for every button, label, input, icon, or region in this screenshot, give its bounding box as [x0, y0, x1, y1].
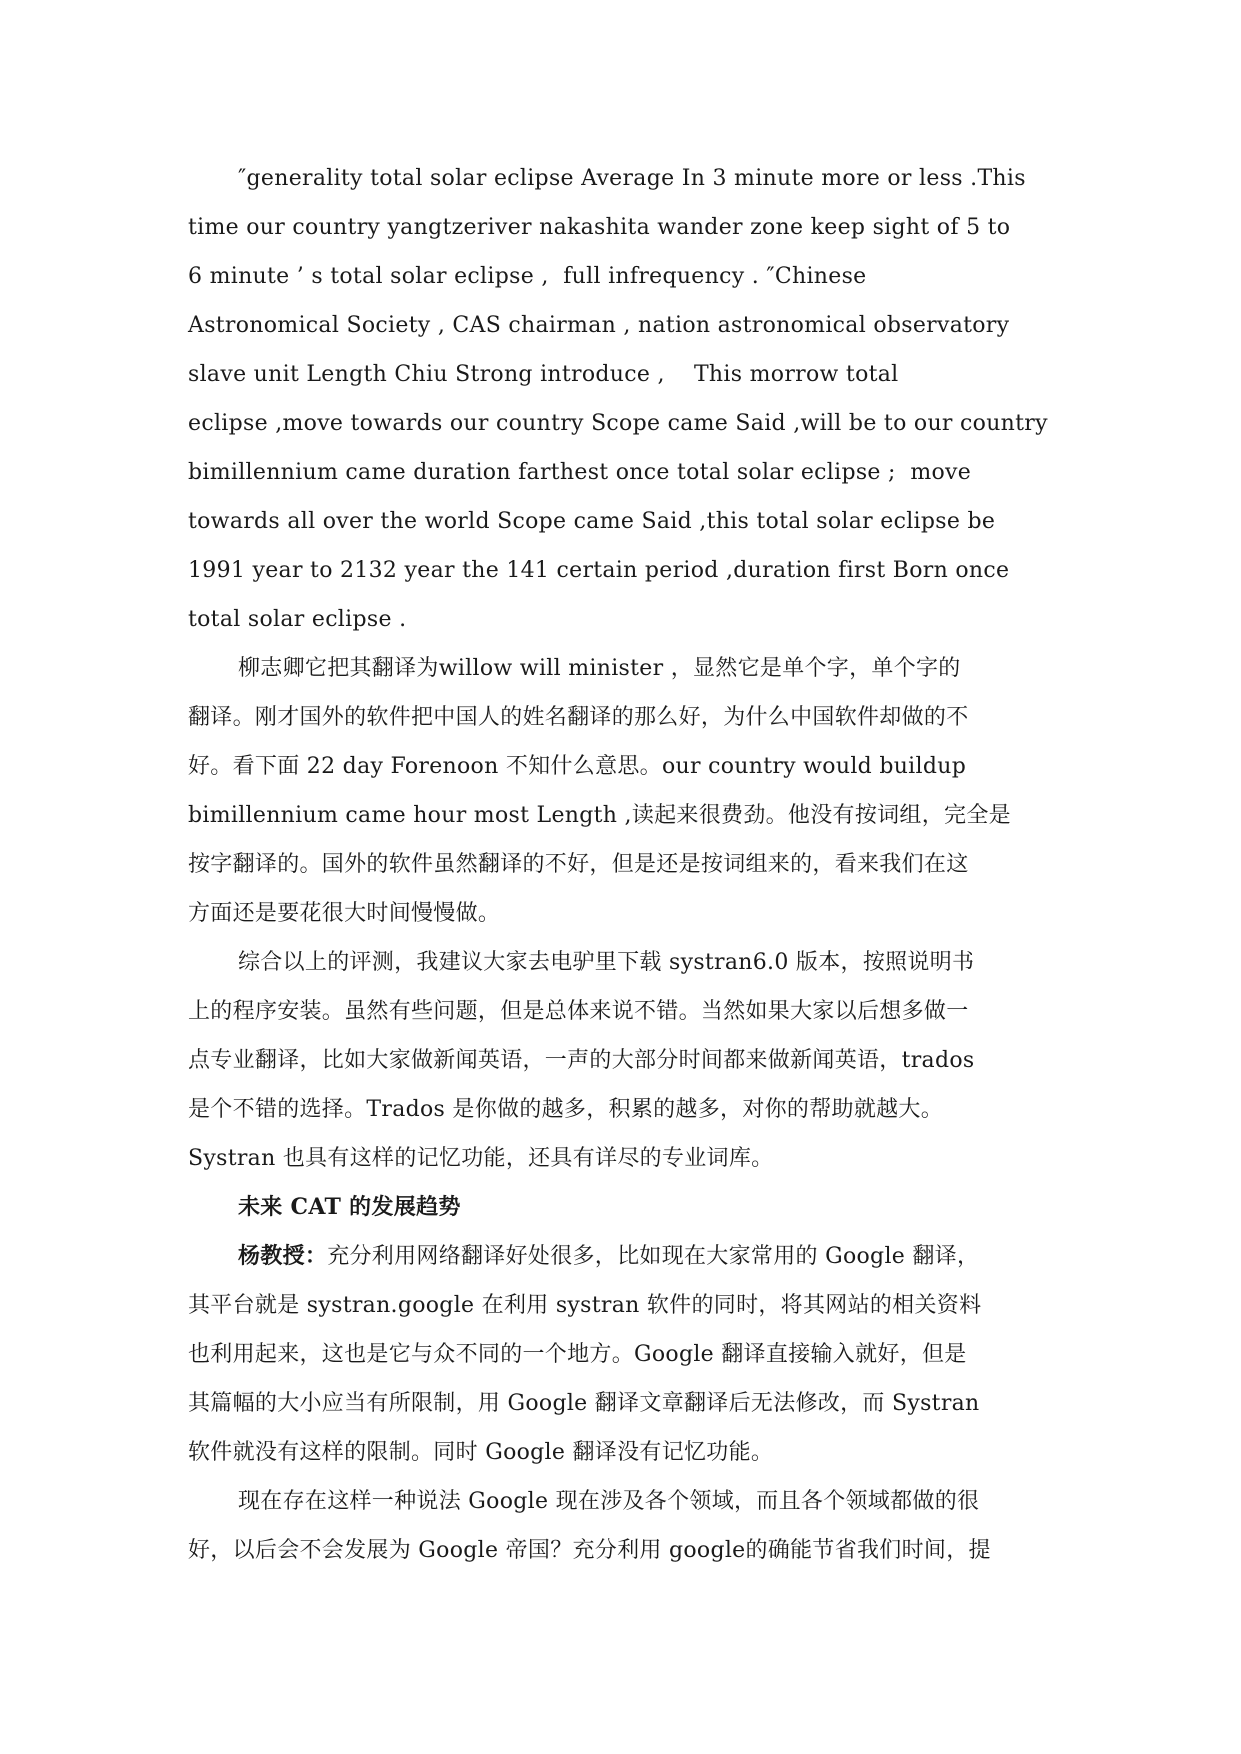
text-line: Astronomical Society , CAS chairman , nation astronomical observatory [188, 313, 1010, 338]
text-line: towards all over the world Scope came Said ,this total solar eclipse be [188, 509, 996, 534]
text-line: bimillennium came hour most Length ,读起来很费劲。他没有按词组，完全是 [188, 803, 1011, 828]
text-line: 也利用起来，这也是它与众不同的一个地方。Google 翻译直接输入就好，但是 [188, 1342, 967, 1367]
text-line: 好。看下面 22 day Forenoon 不知什么意思。our country would buildup [188, 754, 967, 779]
text-line: 方面还是要花很大时间慢慢做。 [188, 901, 501, 926]
paragraph-name-translation [188, 644, 1128, 938]
text-line: 其平台就是 systran.google 在利用 systran 软件的同时，将其网站的相关资料 [188, 1293, 982, 1318]
speaker-first-line: 充分利用网络翻译好处很多，比如现在大家常用的 Google 翻译， [327, 1244, 980, 1269]
text-line: total solar eclipse . [188, 607, 407, 632]
text-line: slave unit Length Chiu Strong introduce , This morrow total [188, 362, 899, 387]
paragraph-speaker [188, 1232, 1128, 1477]
text-line: 6 minute ’ s total solar eclipse , full infrequency . ″Chinese [188, 264, 867, 289]
text-line: Systran 也具有这样的记忆功能，还具有详尽的专业词库。 [188, 1146, 774, 1171]
speaker-name: 杨教授： [238, 1243, 328, 1269]
text-line: 1991 year to 2132 year the 141 certain period ,duration first Born once [188, 558, 1010, 583]
text-line: 是个不错的选择。Trados 是你做的越多，积累的越多，对你的帮助就越大。 [188, 1097, 944, 1122]
paragraph-google-empire [188, 1477, 1128, 1575]
text-line: 现在存在这样一种说法 Google 现在涉及各个领域，而且各个领域都做的很 [238, 1489, 980, 1514]
text-line: 点专业翻译，比如大家做新闻英语，一声的大部分时间都来做新闻英语，trados [188, 1048, 975, 1073]
text-line: ″generality total solar eclipse Average In 3 minute more or less .This [238, 166, 1026, 191]
paragraph-translation-sample [188, 154, 1128, 644]
text-line: 翻译。刚才国外的软件把中国人的姓名翻译的那么好，为什么中国软件却做的不 [188, 705, 969, 730]
text-line: 好，以后会不会发展为 Google 帝国？充分利用 google的确能节省我们时间，提 [188, 1538, 991, 1563]
text-line: 上的程序安装。虽然有些问题，但是总体来说不错。当然如果大家以后想多做一 [188, 999, 969, 1024]
text-line: 综合以上的评测，我建议大家去电驴里下载 systran6.0 版本，按照说明书 [238, 950, 975, 975]
text-line: 软件就没有这样的限制。同时 Google 翻译没有记忆功能。 [188, 1440, 774, 1465]
text-line: 柳志卿它把其翻译为willow will minister ，显然它是单个字，单个字的 [238, 656, 961, 681]
text-line: 按字翻译的。国外的软件虽然翻译的不好，但是还是按词组来的，看来我们在这 [188, 852, 969, 877]
section-heading: 未来 CAT 的发展趋势 [238, 1194, 461, 1220]
text-line: bimillennium came duration farthest once total solar eclipse ; move [188, 460, 972, 485]
text-line: eclipse ,move towards our country Scope came Said ,will be to our country [188, 411, 1048, 436]
text-line [188, 1232, 1128, 1281]
text-line: time our country yangtzeriver nakashita wander zone keep sight of 5 to [188, 215, 1011, 240]
text-line: 其篇幅的大小应当有所限制，用 Google 翻译文章翻译后无法修改，而 Systran [188, 1391, 980, 1416]
paragraph-recommendation [188, 938, 1128, 1183]
document-body [188, 154, 1128, 1575]
